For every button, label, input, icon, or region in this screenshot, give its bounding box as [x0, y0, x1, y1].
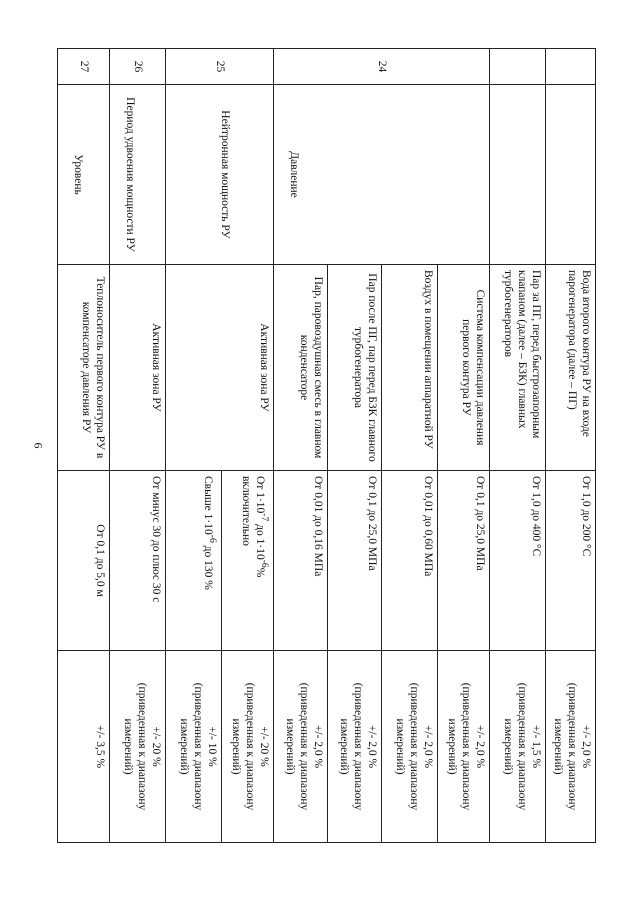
row-number — [546, 49, 596, 85]
table-row — [110, 49, 166, 843]
medium-cell: Система компенсации давления первого контура РУ — [438, 265, 490, 471]
medium-cell: Теплоноситель первого контура РУ в компенсаторе давления РУ — [58, 265, 110, 471]
accuracy-note: (приведенная к диапазону измерений) — [502, 682, 529, 811]
medium-cell: Пар после ПГ, пар перед БЗК главного турбогенератора — [328, 265, 382, 471]
range-text-end: до 130 % — [202, 542, 215, 590]
accuracy-cell — [222, 651, 274, 843]
range-cell — [222, 471, 274, 651]
table-row — [222, 49, 274, 843]
accuracy-cell — [382, 651, 438, 843]
range-text-mid: до 1·10 — [254, 521, 267, 560]
medium-cell: Пар за ПГ, перед быстрозапорным клапаном (далее – БЗК) главных турбогенераторов — [490, 265, 546, 471]
accuracy-cell — [166, 651, 222, 843]
range-cell: От 1,0 до 400 °С — [490, 471, 546, 651]
accuracy-value: +/- 3,5 % — [94, 724, 106, 769]
accuracy-cell — [110, 651, 166, 843]
accuracy-cell — [438, 651, 490, 843]
accuracy-note: (приведенная к диапазону измерений) — [338, 682, 365, 811]
parameter-cell — [490, 85, 546, 265]
accuracy-value: +/- 10 % — [206, 726, 218, 767]
row-number — [490, 49, 546, 85]
medium-cell: Пар, паровоздушная смесь в главном конденсаторе — [274, 265, 328, 471]
accuracy-value: +/- 2,0 % — [580, 724, 592, 769]
accuracy-value: +/- 2,0 % — [474, 724, 486, 769]
row-number: 26 — [110, 49, 166, 85]
range-cell: От 1,0 до 200 °С — [546, 471, 596, 651]
accuracy-cell — [58, 651, 110, 843]
accuracy-note: (приведенная к диапазону измерений) — [230, 682, 257, 811]
range-text-end: % включительно — [240, 476, 267, 578]
range-exponent: -6 — [207, 534, 218, 543]
parameter-cell — [546, 85, 596, 265]
range-cell: От 0,1 до 25,0 МПа — [438, 471, 490, 651]
parameter-cell: Период удвоения мощности РУ — [110, 85, 166, 265]
medium-cell: Активная зона РУ — [166, 265, 274, 471]
accuracy-cell — [274, 651, 328, 843]
accuracy-cell — [328, 651, 382, 843]
measurement-table — [57, 48, 596, 843]
table-row — [438, 49, 490, 843]
medium-cell: Активная зона РУ — [110, 265, 166, 471]
range-cell: От 0,01 до 0,16 МПа — [274, 471, 328, 651]
row-number: 25 — [166, 49, 274, 85]
accuracy-value: +/- 2,0 % — [366, 724, 378, 769]
table-row — [546, 49, 596, 843]
accuracy-cell — [490, 651, 546, 843]
table-row — [490, 49, 546, 843]
accuracy-value: +/- 20 % — [258, 726, 270, 767]
range-cell: От 0,1 до 5,0 м — [58, 471, 110, 651]
accuracy-note: (приведенная к диапазону измерений) — [178, 682, 205, 811]
parameter-cell: Уровень — [58, 85, 110, 265]
table-wrapper — [58, 48, 596, 842]
range-cell: От 0,01 до 0,60 МПа — [382, 471, 438, 651]
accuracy-note: (приведенная к диапазону измерений) — [552, 682, 579, 811]
accuracy-note: (приведенная к диапазону измерений) — [394, 682, 421, 811]
accuracy-note: (приведенная к диапазону измерений) — [284, 682, 311, 811]
medium-cell: Вода второго контура РУ на входе парогенератора (далее – ПГ) — [546, 265, 596, 471]
page-number: 6 — [31, 442, 46, 449]
accuracy-value: +/- 1,5 % — [530, 724, 542, 769]
range-exponent-2: -6 — [259, 559, 270, 568]
range-text: Свыше 1·10 — [202, 476, 215, 535]
accuracy-value: +/- 2,0 % — [312, 724, 324, 769]
range-cell: От минус 30 до плюс 30 с — [110, 471, 166, 651]
row-number: 27 — [58, 49, 110, 85]
parameter-cell: Давление — [274, 85, 490, 265]
accuracy-cell — [546, 651, 596, 843]
range-text: От 1·10 — [254, 476, 267, 514]
parameter-cell: Нейтронная мощность РУ — [166, 85, 274, 265]
accuracy-note: (приведенная к диапазону измерений) — [446, 682, 473, 811]
range-cell — [166, 471, 222, 651]
rotated-page — [58, 48, 596, 842]
medium-cell: Воздух в помещении аппаратной РУ — [382, 265, 438, 471]
range-exponent: -7 — [259, 513, 270, 522]
row-number: 24 — [274, 49, 490, 85]
table-row — [58, 49, 110, 843]
accuracy-note: (приведенная к диапазону измерений) — [122, 682, 149, 811]
accuracy-value: +/- 2,0 % — [422, 724, 434, 769]
range-cell: От 0,1 до 25,0 МПа — [328, 471, 382, 651]
accuracy-value: +/- 20 % — [150, 726, 162, 767]
